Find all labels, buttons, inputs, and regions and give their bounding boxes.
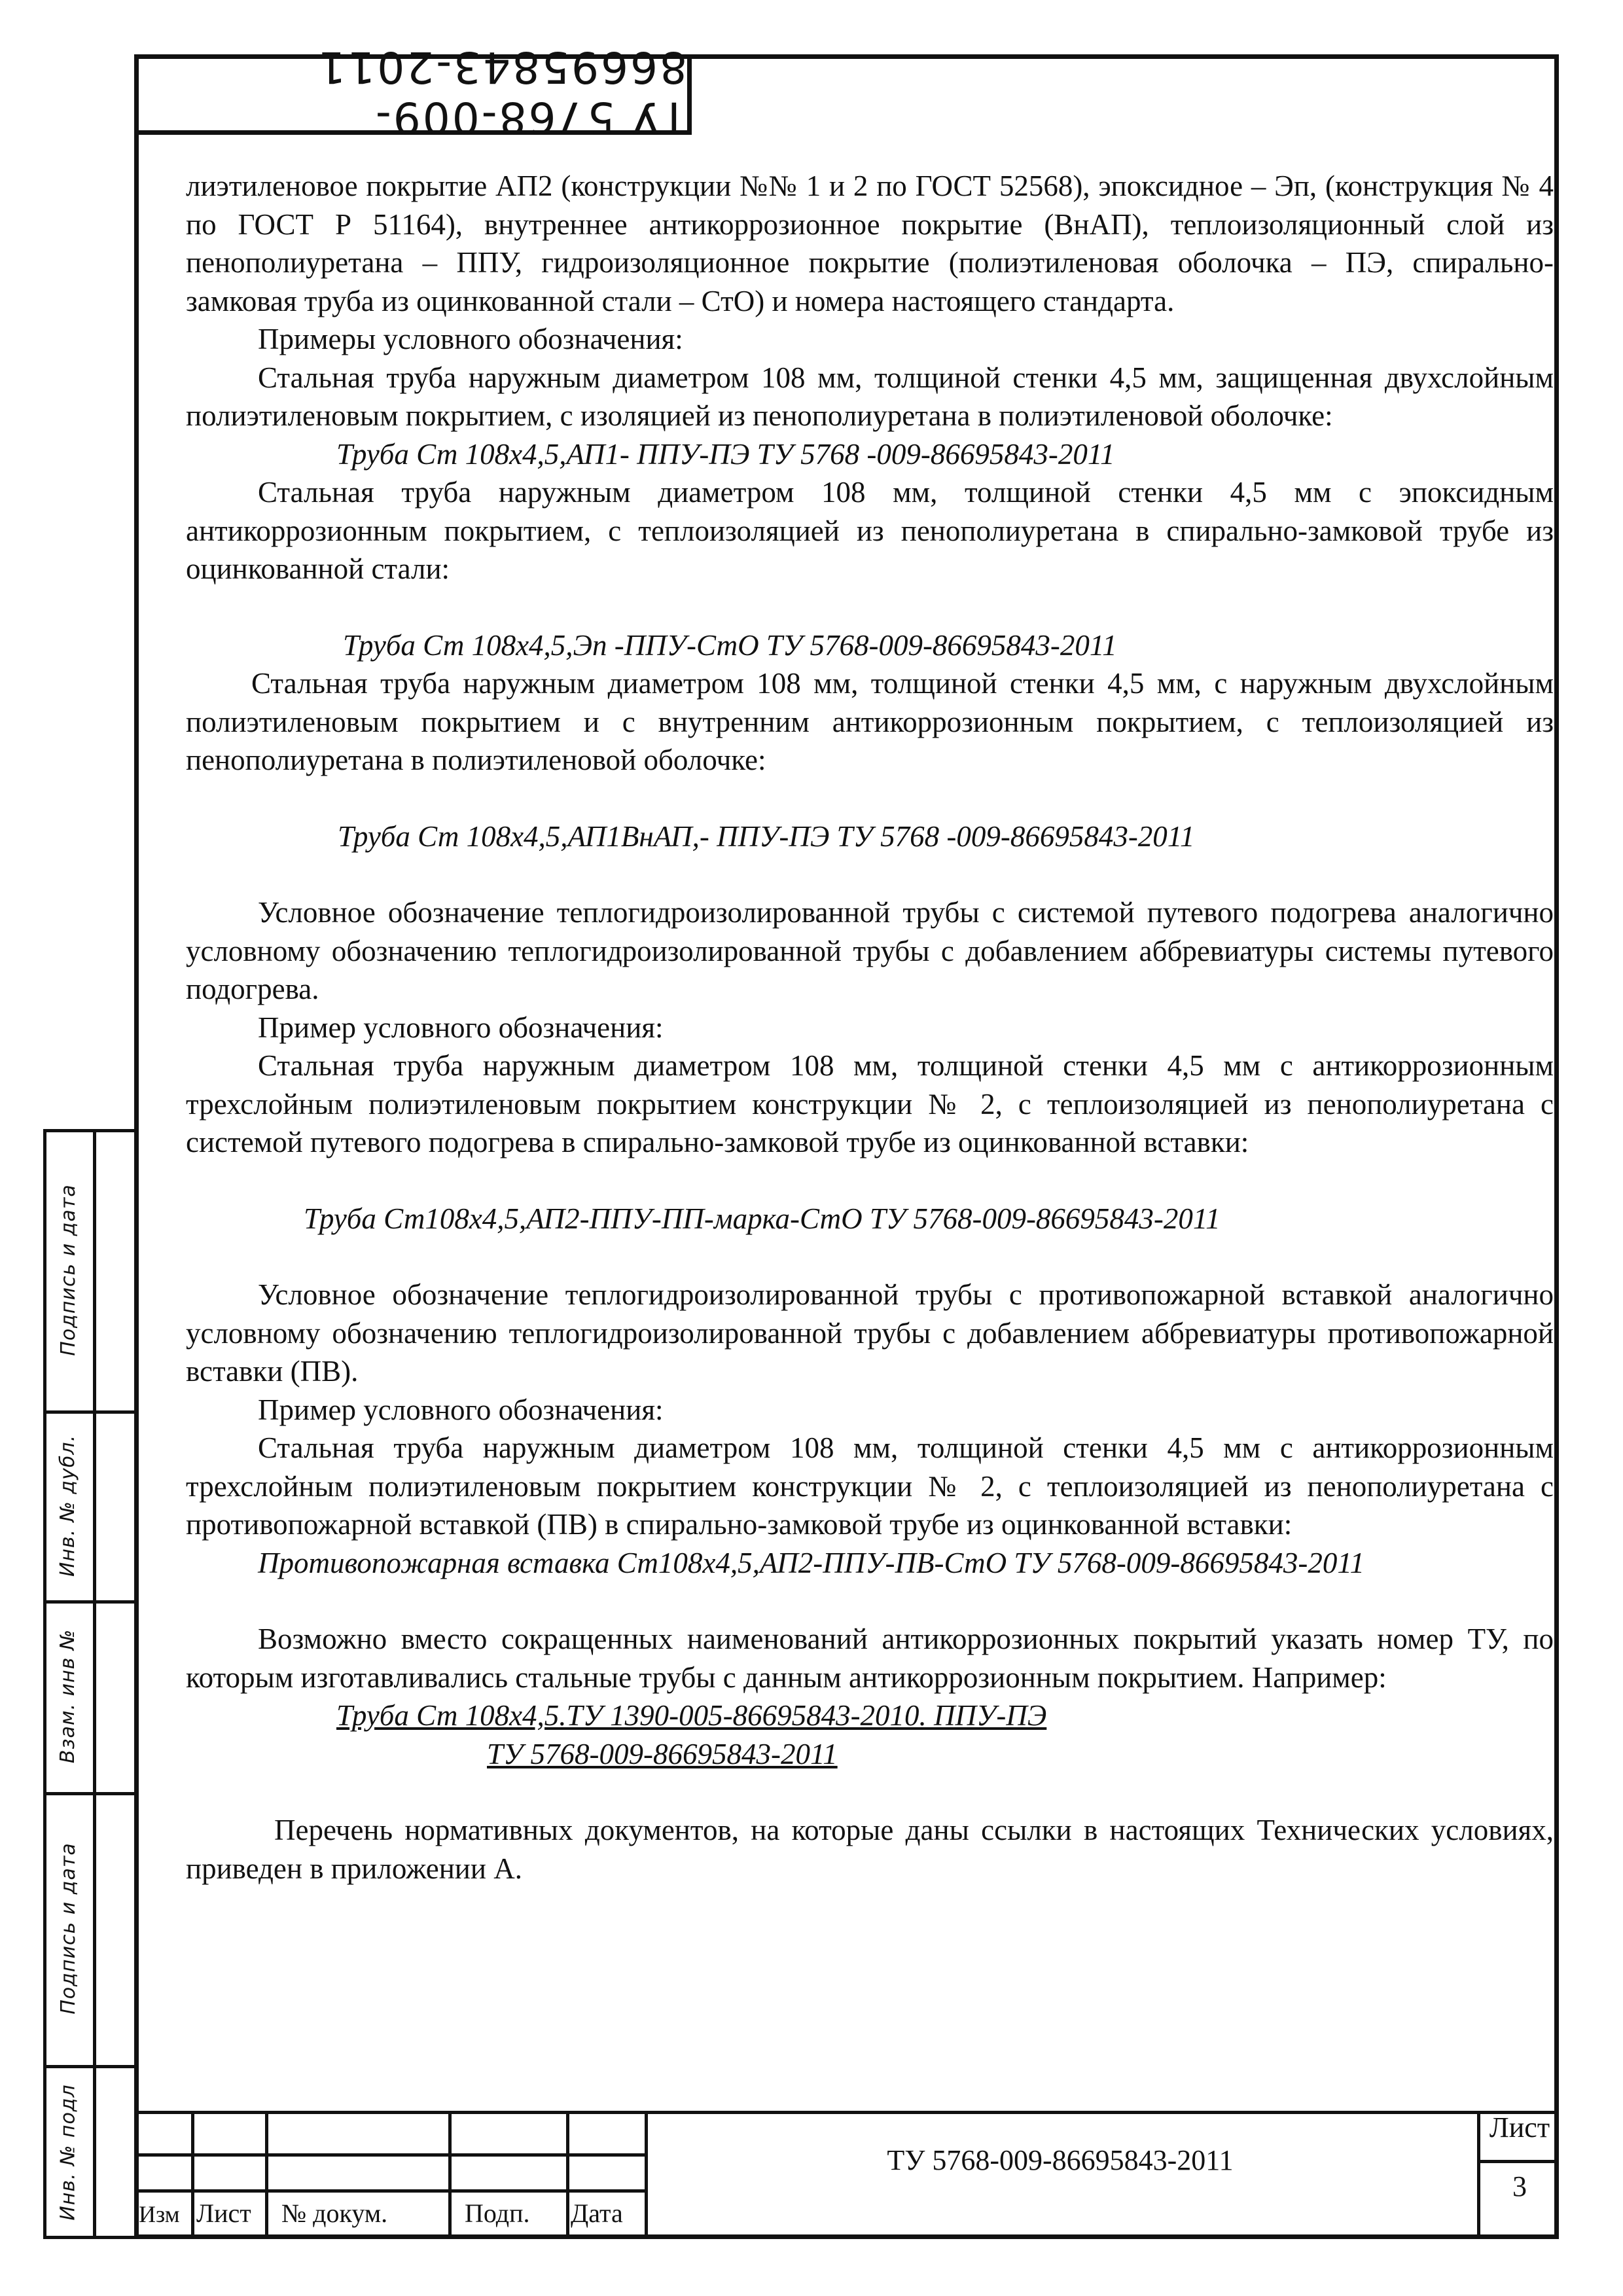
col-sign: Подп. [465,2198,530,2228]
example-designation: Труба Ст 108х4,5.ТУ 1390-005-86695843-2010. ППУ-ПЭ [336,1699,1047,1732]
paragraph: Стальная труба наружным диаметром 108 мм, толщиной стенки 4,5 мм, защищенная двухслойным полиэтиленовым покрытием, с изоляцией из пенополиуретана в полиэтиленовой оболочке: [186,361,1554,432]
title-block-top-line [134,2111,1559,2114]
sheet-number: 3 [1512,2170,1527,2202]
example-designation: Труба Ст108х4,5,АП2-ППУ-ПП-марка-СтО ТУ 5768-009-86695843-2011 [304,1202,1221,1235]
title-block-col-line [566,2111,569,2239]
strip-divider [93,1129,96,2239]
paragraph: Пример условного обозначения: [258,1011,664,1044]
col-izm: Изм [139,2201,180,2227]
strip-label-original-inv: Инв. № подл [56,2083,80,2221]
paragraph: Пример условного обозначения: [258,1393,664,1426]
strip-label-signature-date-2: Подпись и дата [56,1842,80,2015]
example-designation: Труба Ст 108х4,5,Эп -ППУ-СтО ТУ 5768-009-86695843-2011 [343,628,1117,662]
example-designation: ТУ 5768-009-86695843-2011 [487,1737,838,1770]
paragraph: Примеры условного обозначения: [258,323,683,355]
strip-label-duplicate-inv: Инв. № дубл. [56,1434,80,1577]
col-date: Дата [571,2198,623,2228]
paragraph: Возможно вместо сокращенных наименований антикоррозионных покрытий указать номер ТУ, по которым изготавливались стальные трубы с данным антикоррозионным покрытием. Например: [186,1623,1554,1694]
title-block-col-line [265,2111,268,2239]
document-stamp [134,42,692,143]
document-body [186,167,1554,1888]
sheet-label: Лист [1489,2111,1550,2144]
paragraph: Перечень нормативных документов, на которые даны ссылки в настоящих Технических условиях, приведен в приложении А. [186,1814,1554,1885]
example-designation: Труба Ст 108х4,5,АП1ВнАП,- ППУ-ПЭ ТУ 5768 -009-86695843-2011 [338,819,1195,853]
paragraph: Стальная труба наружным диаметром 108 мм, толщиной стенки 4,5 мм, с наружным двухслойным полиэтиленовым покрытием и с внутренним антикоррозионным покрытием, с теплоизоляцией из пенополиуретана в полиэтиленовой оболочке: [186,667,1554,776]
strip-label-replace-inv: Взам. инв № [56,1628,80,1764]
title-block-col-line [448,2111,452,2239]
paragraph: Условное обозначение теплогидроизолированной трубы с противопожарной вставкой аналогично условному обозначению теплогидроизолированной трубы с добавлением аббревиатуры противопожарной вставки (ПВ). [186,1278,1554,1388]
paragraph: Стальная труба наружным диаметром 108 мм, толщиной стенки 4,5 мм с антикоррозионным трехслойным полиэтиленовым покрытием конструкции № 2, с теплоизоляцией из пенополиуретана с противопожарной вставкой (ПВ) в спирально-замковой трубе из оцинкованной вставки: [186,1431,1554,1541]
paragraph: Условное обозначение теплогидроизолированной трубы с системой путевого подогрева аналогично условному обозначению теплогидроизолированной трубы с добавлением аббревиатуры системы путевого подогрева. [186,896,1554,1005]
paragraph: Стальная труба наружным диаметром 108 мм, толщиной стенки 4,5 мм с антикоррозионным трехслойным полиэтиленовым покрытием конструкции № 2, с теплоизоляцией из пенополиуретана с системой путевого подогрева в спирально-замковой трубе из оцинкованной вставки: [186,1049,1554,1158]
strip-label-signature-date: Подпись и дата [56,1183,80,1356]
paragraph: Стальная труба наружным диаметром 108 мм, толщиной стенки 4,5 мм с эпоксидным антикоррозионным покрытием, с теплоизоляцией из пенополиуретана в спирально-замковой трубе из оцинкованной стали: [186,476,1554,585]
example-designation: Труба Ст 108х4,5,АП1- ППУ-ПЭ ТУ 5768 -009-86695843-2011 [336,437,1115,471]
col-doc-no: № докум. [281,2198,388,2228]
title-block-col-line [191,2111,194,2239]
paragraph: лиэтиленовое покрытие АП2 (конструкции №№ 1 и 2 по ГОСТ 52568), эпоксидное – Эп, (конструкция № 4 по ГОСТ Р 51164), внутреннее антикоррозионное покрытие (ВнАП), теплоизоляционный слой из пенополиуретана – ППУ, гидроизоляционное покрытие (полиэтиленовая оболочка – ПЭ, спирально-замковая труба из оцинкованной стали – СтО) и номера настоящего стандарта. [186,170,1554,317]
stamp-code: ТУ 5768-009-86695843-2011 [316,42,687,143]
document-code: ТУ 5768-009-86695843-2011 [887,2144,1234,2176]
example-designation: Противопожарная вставка Ст108х4,5,АП2-ППУ-ПВ-СтО ТУ 5768-009-86695843-2011 [258,1546,1365,1579]
col-list: Лист [196,2198,251,2228]
title-block-line [1480,2160,1559,2163]
